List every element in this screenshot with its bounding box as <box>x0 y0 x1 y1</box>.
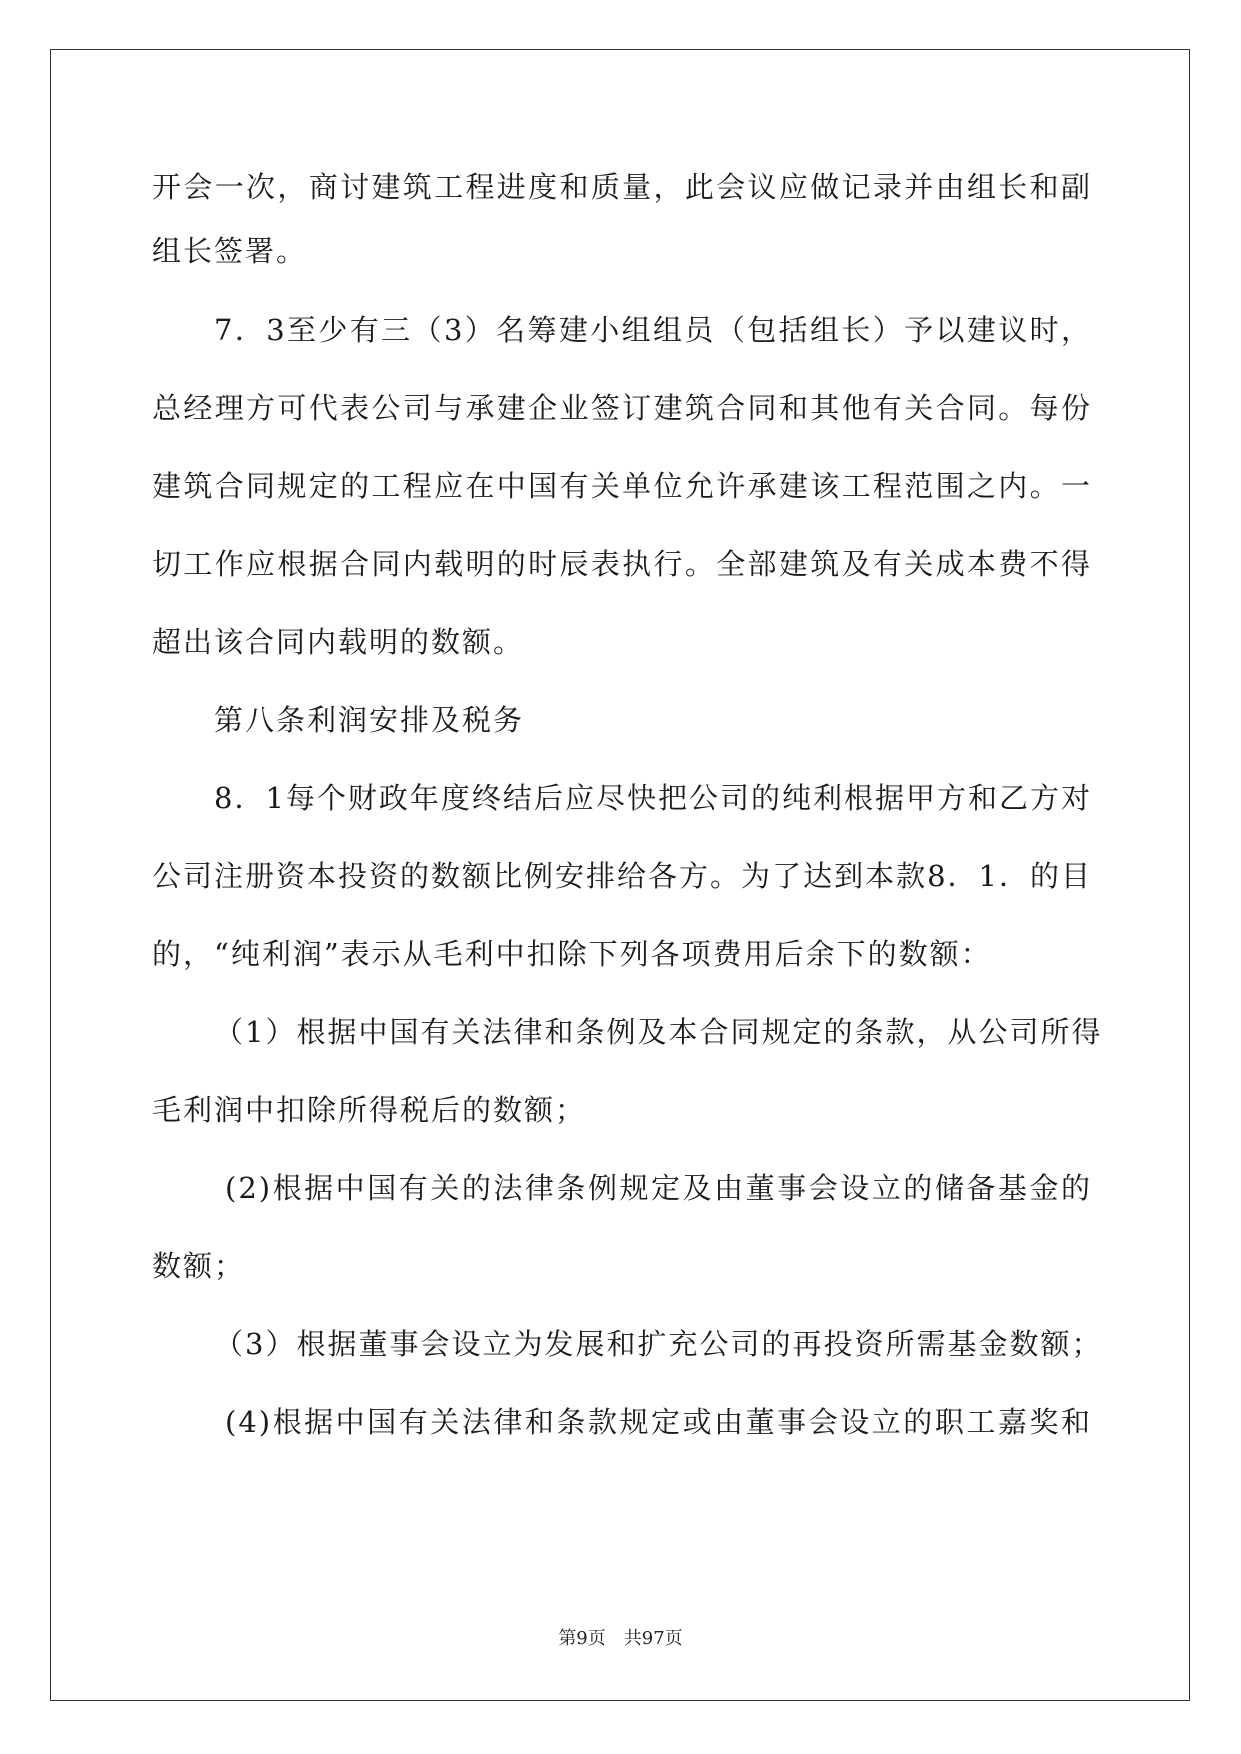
text-line: 公司注册资本投资的数额比例安排给各方。为了达到本款8．1．的目 <box>152 859 1092 893</box>
text-line: (2)根据中国有关的法律条例规定及由董事会设立的储备基金的 <box>225 1171 1092 1205</box>
text-line: 组长签署。 <box>152 234 308 268</box>
text-line: 开会一次，商讨建筑工程进度和质量，此会议应做记录并由组长和副 <box>152 170 1092 204</box>
text-line: 总经理方可代表公司与承建企业签订建筑合同和其他有关合同。每份 <box>152 391 1092 425</box>
text-line: 建筑合同规定的工程应在中国有关单位允许承建该工程范围之内。一 <box>152 469 1092 503</box>
text-line: 毛利润中扣除所得税后的数额； <box>152 1093 587 1127</box>
text-line: 数额； <box>152 1249 246 1283</box>
page-number: 第9页 共97页 <box>558 1628 683 1649</box>
text-line: 7．3至少有三（3）名筹建小组组员（包括组长）予以建议时， <box>214 313 1092 347</box>
text-line: 超出该合同内载明的数额。 <box>152 625 525 659</box>
text-line: 8．1每个财政年度终结后应尽快把公司的纯利根据甲方和乙方对 <box>214 781 1092 815</box>
section-heading: 第八条利润安排及税务 <box>214 703 525 737</box>
text-line: 切工作应根据合同内载明的时辰表执行。全部建筑及有关成本费不得 <box>152 547 1092 581</box>
text-line: 的，“纯利润”表示从毛利中扣除下列各项费用后余下的数额： <box>152 937 992 971</box>
text-line: (4)根据中国有关法律和条款规定或由董事会设立的职工嘉奖和 <box>225 1405 1092 1439</box>
text-line: （3）根据董事会设立为发展和扩充公司的再投资所需基金数额； <box>214 1327 1103 1361</box>
text-line: （1）根据中国有关法律和条例及本合同规定的条款，从公司所得 <box>214 1015 1103 1049</box>
